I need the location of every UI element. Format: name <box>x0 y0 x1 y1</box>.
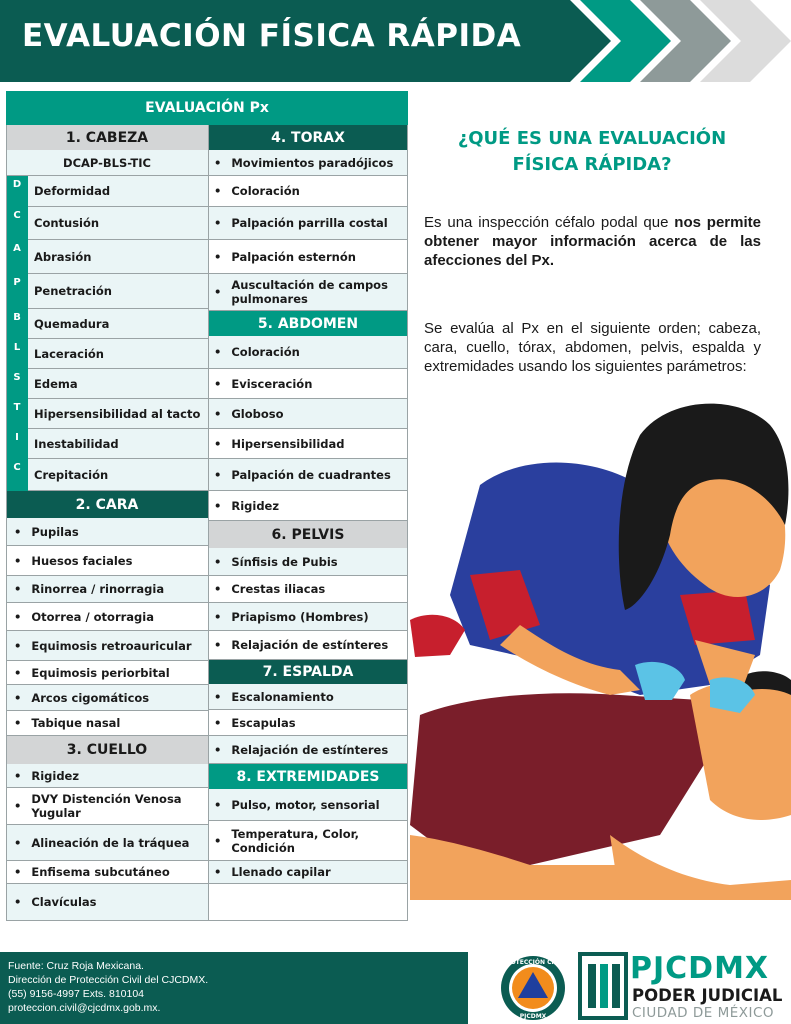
list-item <box>208 176 408 207</box>
item-label: Auscultación de campos pulmonares <box>231 278 388 306</box>
item-label: Equimosis retroauricular <box>31 638 192 653</box>
list-item <box>208 399 408 429</box>
list-item <box>208 150 408 176</box>
heading-espalda: 7. ESPALDA <box>208 660 408 684</box>
list-item <box>208 274 408 311</box>
item-label: Pupilas <box>31 524 79 539</box>
item-label: DVY Distención Venosa Yugular <box>31 792 182 820</box>
footer-phone: (55) 9156-4997 Exts. 810104 <box>8 988 145 1000</box>
heading-cuello: 3. CUELLO <box>6 736 208 764</box>
list-item <box>208 861 408 884</box>
item-label: Enfisema subcutáneo <box>31 865 170 879</box>
definition-text: Es una inspección céfalo podal que <box>424 214 675 231</box>
list-item <box>208 789 408 821</box>
table-border-left <box>6 125 7 921</box>
definition-bold: nos permite obtener mayor información acerca de las afecciones del Px. <box>424 214 761 269</box>
item-label: Sínfisis de Pubis <box>231 554 338 569</box>
bullet-icon: • <box>214 184 222 198</box>
item-label: Crestas iliacas <box>231 582 326 596</box>
dcap-letter: C <box>6 459 28 491</box>
table-title: EVALUACIÓN Px <box>6 91 408 125</box>
list-item <box>6 518 208 546</box>
list-item <box>6 711 208 736</box>
list-item <box>208 684 408 710</box>
item-label: Evisceración <box>231 376 313 391</box>
patient-hand <box>610 835 791 900</box>
list-item <box>208 710 408 736</box>
list-item <box>6 764 208 788</box>
list-item <box>208 736 408 764</box>
empty-cell <box>208 884 408 921</box>
bullet-icon: • <box>14 582 22 596</box>
bullet-icon: • <box>214 345 222 359</box>
bullet-icon: • <box>214 467 222 482</box>
item-label: Huesos faciales <box>31 553 133 568</box>
bullet-icon: • <box>14 690 22 705</box>
list-item <box>208 369 408 399</box>
seal-top-text: PROTECCIÓN CIVIL <box>501 959 565 966</box>
heading-pelvis: 6. PELVIS <box>208 521 408 548</box>
item-label: Coloración <box>231 184 300 198</box>
item-label: Llenado capilar <box>231 865 331 879</box>
bullet-icon: • <box>14 609 22 624</box>
bullet-icon: • <box>214 155 222 170</box>
bullet-icon: • <box>214 833 222 848</box>
bullet-icon: • <box>214 436 222 451</box>
dcap-letter: L <box>6 339 28 369</box>
bullet-icon: • <box>214 689 222 704</box>
bullet-icon: • <box>14 716 22 730</box>
list-item <box>208 631 408 660</box>
bullet-icon: • <box>214 865 222 879</box>
item-label: Relajación de estínteres <box>231 638 389 652</box>
item-label: Palpación parrilla costal <box>231 216 388 230</box>
list-item <box>6 861 208 884</box>
bullet-icon: • <box>14 553 22 568</box>
item-label: Palpación de cuadrantes <box>231 467 391 482</box>
item-label: Escapulas <box>231 715 296 730</box>
footer-email[interactable]: proteccion.civil@cjcdmx.gob.mx. <box>8 1002 161 1014</box>
list-item <box>6 631 208 661</box>
seal-bottom-text: PJCDMX <box>519 1013 547 1020</box>
bullet-icon: • <box>214 715 222 730</box>
item-label: Clavículas <box>31 895 97 909</box>
list-item <box>208 603 408 631</box>
bullet-icon: • <box>14 835 22 850</box>
footer-department: Dirección de Protección Civil del CJCDMX. <box>8 974 209 986</box>
bullet-icon: • <box>214 742 222 757</box>
item-label: Otorrea / otorragia <box>31 609 154 624</box>
bullet-icon: • <box>214 216 222 230</box>
table-divider <box>208 125 209 921</box>
bullet-icon: • <box>214 797 222 812</box>
question-title: ¿QUÉ ES UNA EVALUACIÓN FÍSICA RÁPIDA? <box>457 128 727 175</box>
dcap-letter: P <box>6 274 28 309</box>
list-item: Deformidad <box>28 176 208 207</box>
brand-line-1: PODER JUDICIAL <box>632 986 783 1005</box>
item-label: Rigidez <box>231 498 280 513</box>
list-item <box>208 336 408 369</box>
list-item: Contusión <box>28 207 208 240</box>
list-item <box>208 491 408 521</box>
bullet-icon: • <box>214 609 222 624</box>
dcap-letter: T <box>6 399 28 429</box>
bullet-icon: • <box>214 406 222 421</box>
bullet-icon: • <box>14 638 22 653</box>
list-item <box>208 459 408 491</box>
header-banner <box>0 0 791 82</box>
item-label: Pulso, motor, sensorial <box>231 797 380 812</box>
dcap-letter: C <box>6 207 28 240</box>
heading-extremidades: 8. EXTREMIDADES <box>208 764 408 789</box>
footer <box>0 952 468 1024</box>
item-label: Rinorrea / rinorragia <box>31 582 165 596</box>
item-label: Movimientos paradójicos <box>231 155 394 170</box>
list-item: Inestabilidad <box>28 429 208 459</box>
list-item: Quemadura <box>28 309 208 339</box>
item-label: Relajación de estínteres <box>231 742 389 757</box>
heading-abdomen: 5. ABDOMEN <box>208 311 408 336</box>
page-title: EVALUACIÓN FÍSICA RÁPIDA <box>22 18 522 54</box>
heading-cabeza: 1. CABEZA <box>6 125 208 150</box>
bullet-icon: • <box>214 376 222 391</box>
patient-shirt <box>410 693 710 865</box>
item-label: Arcos cigomáticos <box>31 690 150 705</box>
item-label: Hipersensibilidad <box>231 436 345 451</box>
dcap-letter: I <box>6 429 28 459</box>
list-item: Abrasión <box>28 240 208 274</box>
rescuer-shoe <box>410 615 465 657</box>
footer-source: Fuente: Cruz Roja Mexicana. <box>8 960 144 972</box>
bullet-icon: • <box>14 768 22 783</box>
bullet-icon: • <box>214 554 222 569</box>
list-item <box>6 788 208 825</box>
item-label: Escalonamiento <box>231 689 334 704</box>
list-item <box>208 576 408 603</box>
heading-cara: 2. CARA <box>6 491 208 518</box>
rescuer-illustration <box>410 395 791 900</box>
list-item <box>6 603 208 631</box>
bullet-icon: • <box>14 524 22 539</box>
item-label: Priapismo (Hombres) <box>231 609 369 624</box>
bullet-icon: • <box>214 582 222 596</box>
bullet-icon: • <box>14 895 22 909</box>
item-label: Palpación esternón <box>231 249 356 264</box>
heading-torax: 4. TORAX <box>208 125 408 150</box>
list-item: Edema <box>28 369 208 399</box>
dcap-letter: B <box>6 309 28 339</box>
item-label: Globoso <box>231 406 284 421</box>
proteccion-civil-seal <box>497 955 569 1021</box>
list-item <box>6 685 208 711</box>
list-item: Crepitación <box>28 459 208 491</box>
list-item: Laceración <box>28 339 208 369</box>
list-item <box>6 546 208 576</box>
list-item <box>6 661 208 685</box>
list-item <box>208 240 408 274</box>
item-label: Temperatura, Color, Condición <box>231 826 359 855</box>
bullet-icon: • <box>214 638 222 652</box>
list-item <box>208 548 408 576</box>
dcap-letter: S <box>6 369 28 399</box>
bullet-icon: • <box>14 665 22 680</box>
item-label: Alineación de la tráquea <box>31 835 190 850</box>
brand-line-2: CIUDAD DE MÉXICO <box>632 1005 775 1021</box>
bullet-icon: • <box>214 249 222 264</box>
order-paragraph: Se evalúa al Px en el siguiente orden; cabeza, cara, cuello, tórax, abdomen, pelvis, espalda y extremidades usando los siguientes parámetros: <box>424 320 761 375</box>
bullet-icon: • <box>214 498 222 513</box>
list-item <box>6 884 208 921</box>
item-label: Equimosis periorbital <box>31 665 170 680</box>
list-item: Hipersensibilidad al tacto <box>28 399 208 429</box>
bullet-icon: • <box>14 799 22 813</box>
dcap-letter: D <box>6 176 28 207</box>
list-item <box>6 576 208 603</box>
item-label: Tabique nasal <box>31 716 121 730</box>
list-item <box>208 429 408 459</box>
definition-paragraph <box>424 213 761 270</box>
pjcdmx-emblem <box>578 950 628 1022</box>
list-item <box>208 207 408 240</box>
bullet-icon: • <box>214 285 222 299</box>
brand-name: PJCDMX <box>630 951 770 986</box>
list-item <box>208 821 408 861</box>
item-label: Rigidez <box>31 768 80 783</box>
item-label: Coloración <box>231 345 300 359</box>
bullet-icon: • <box>14 865 22 879</box>
list-item: Penetración <box>28 274 208 309</box>
subheading-dcap: DCAP-BLS-TIC <box>6 150 208 176</box>
dcap-letter: A <box>6 240 28 274</box>
table-border-right <box>407 125 408 921</box>
list-item <box>6 825 208 861</box>
